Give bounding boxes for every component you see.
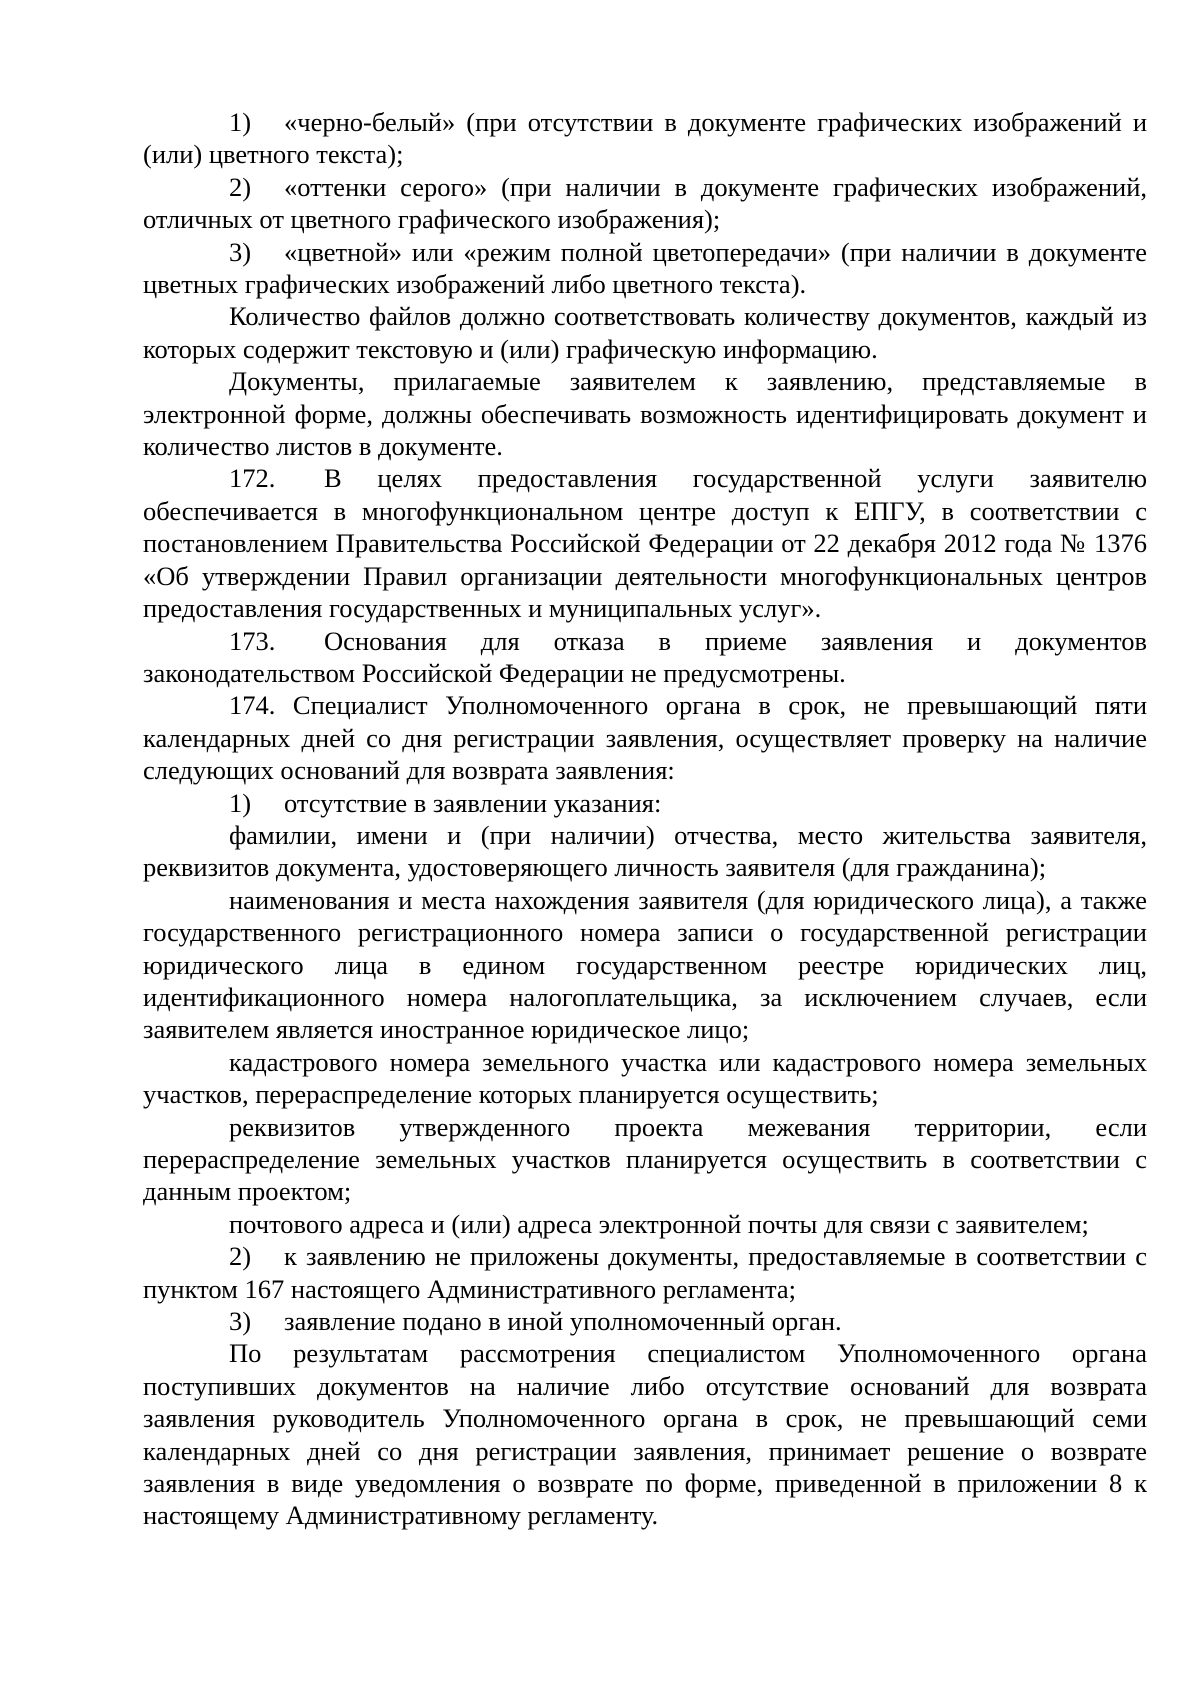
item-number: 3) [229,1306,252,1337]
item-text: В целях предоставления государственной услуги заявителю обеспечивается в многофункциональном центре доступ к ЕПГУ, в соответствии с постановлением Правительства Российской Федерации от 22 декабря 2012 года № 1376 «Об утверждении Правил организации деятельности многофункциональных центров предоставления государственных и муниципальных услуг». [143,463,1147,624]
list-item-missing-info [143,787,1147,819]
item-number: 174. [229,690,276,721]
paragraph-citizen-details: фамилии, имени и (при наличии) отчества, место жительства заявителя, реквизитов документа, удостоверяющего личность заявителя (для гражданина); [143,819,1147,883]
item-text: Основания для отказа в приеме заявления и документов законодательством Российской Федерации не предусмотрены. [143,625,1147,688]
paragraph-legal-entity-details: наименования и места нахождения заявителя (для юридического лица), а также государственного регистрационного номера записи о государственной регистрации юридического лица в едином государственном реестре юридических лиц, идентификационного номера налогоплательщика, за исключением случаев, если заявителем является иностранное юридическое лицо; [143,884,1147,1045]
item-text: «черно-белый» (при отсутствии в документе графических изображений и (или) цветного текста); [143,107,1147,170]
item-number: 1) [229,787,252,818]
paragraph-files-count: Количество файлов должно соответствовать количеству документов, каждый из которых содержит текстовую и (или) графическую информацию. [143,301,1147,364]
item-number: 3) [229,236,252,267]
item-number: 2) [229,1241,252,1272]
item-number: 172. [229,463,276,494]
item-number: 1) [229,107,252,137]
list-item-wrong-authority [143,1305,1147,1337]
paragraph-cadastral-number: кадастрового номера земельного участка или кадастрового номера земельных участков, перераспределение которых планируется осуществить; [143,1046,1147,1110]
list-item-no-documents [143,1240,1147,1305]
item-text: к заявлению не приложены документы, предоставляемые в соответствии с пунктом 167 настоящего Административного регламента; [143,1241,1147,1304]
item-text: Специалист Уполномоченного органа в срок, не превышающий пяти календарных дней со дня регистрации заявления, осуществляет проверку на наличие следующих оснований для возврата заявления: [143,690,1148,786]
paragraph-return-decision: По результатам рассмотрения специалистом Уполномоченного органа поступивших документов на наличие либо отсутствие оснований для возврата заявления руководитель Уполномоченного органа в срок, не превышающий семи календарных дней со дня регистрации заявления, принимает решение о возврате заявления в виде уведомления о возврате по форме, приведенной в приложении 8 к настоящему Административному регламенту. [143,1338,1147,1531]
item-text: «оттенки серого» (при наличии в документе графических изображений, отличных от цветного графического изображения); [143,171,1147,235]
list-item-bw [143,106,1147,171]
paragraph-173 [143,625,1147,690]
item-text: «цветной» или «режим полной цветопередачи» (при наличии в документе цветных графических изображений либо цветного текста). [143,236,1147,300]
paragraph-survey-project: реквизитов утвержденного проекта межевания территории, если перераспределение земельных участков планируется осуществить в соответствии с данным проектом; [143,1111,1147,1207]
paragraph-174 [143,689,1147,786]
item-number: 173. [229,625,276,656]
item-number: 2) [229,171,252,202]
list-item-grayscale [143,171,1147,236]
paragraph-172 [143,462,1147,624]
list-item-color [143,236,1147,301]
paragraph-attached-documents: Документы, прилагаемые заявителем к заявлению, представляемые в электронной форме, должны обеспечивать возможность идентифицировать документ и количество листов в документе. [143,366,1147,462]
item-text: заявление подано в иной уполномоченный орган. [284,1306,842,1337]
item-text: отсутствие в заявлении указания: [284,787,662,818]
document-page [143,106,1147,1532]
paragraph-postal-address: почтового адреса и (или) адреса электронной почты для связи с заявителем; [229,1208,1089,1239]
